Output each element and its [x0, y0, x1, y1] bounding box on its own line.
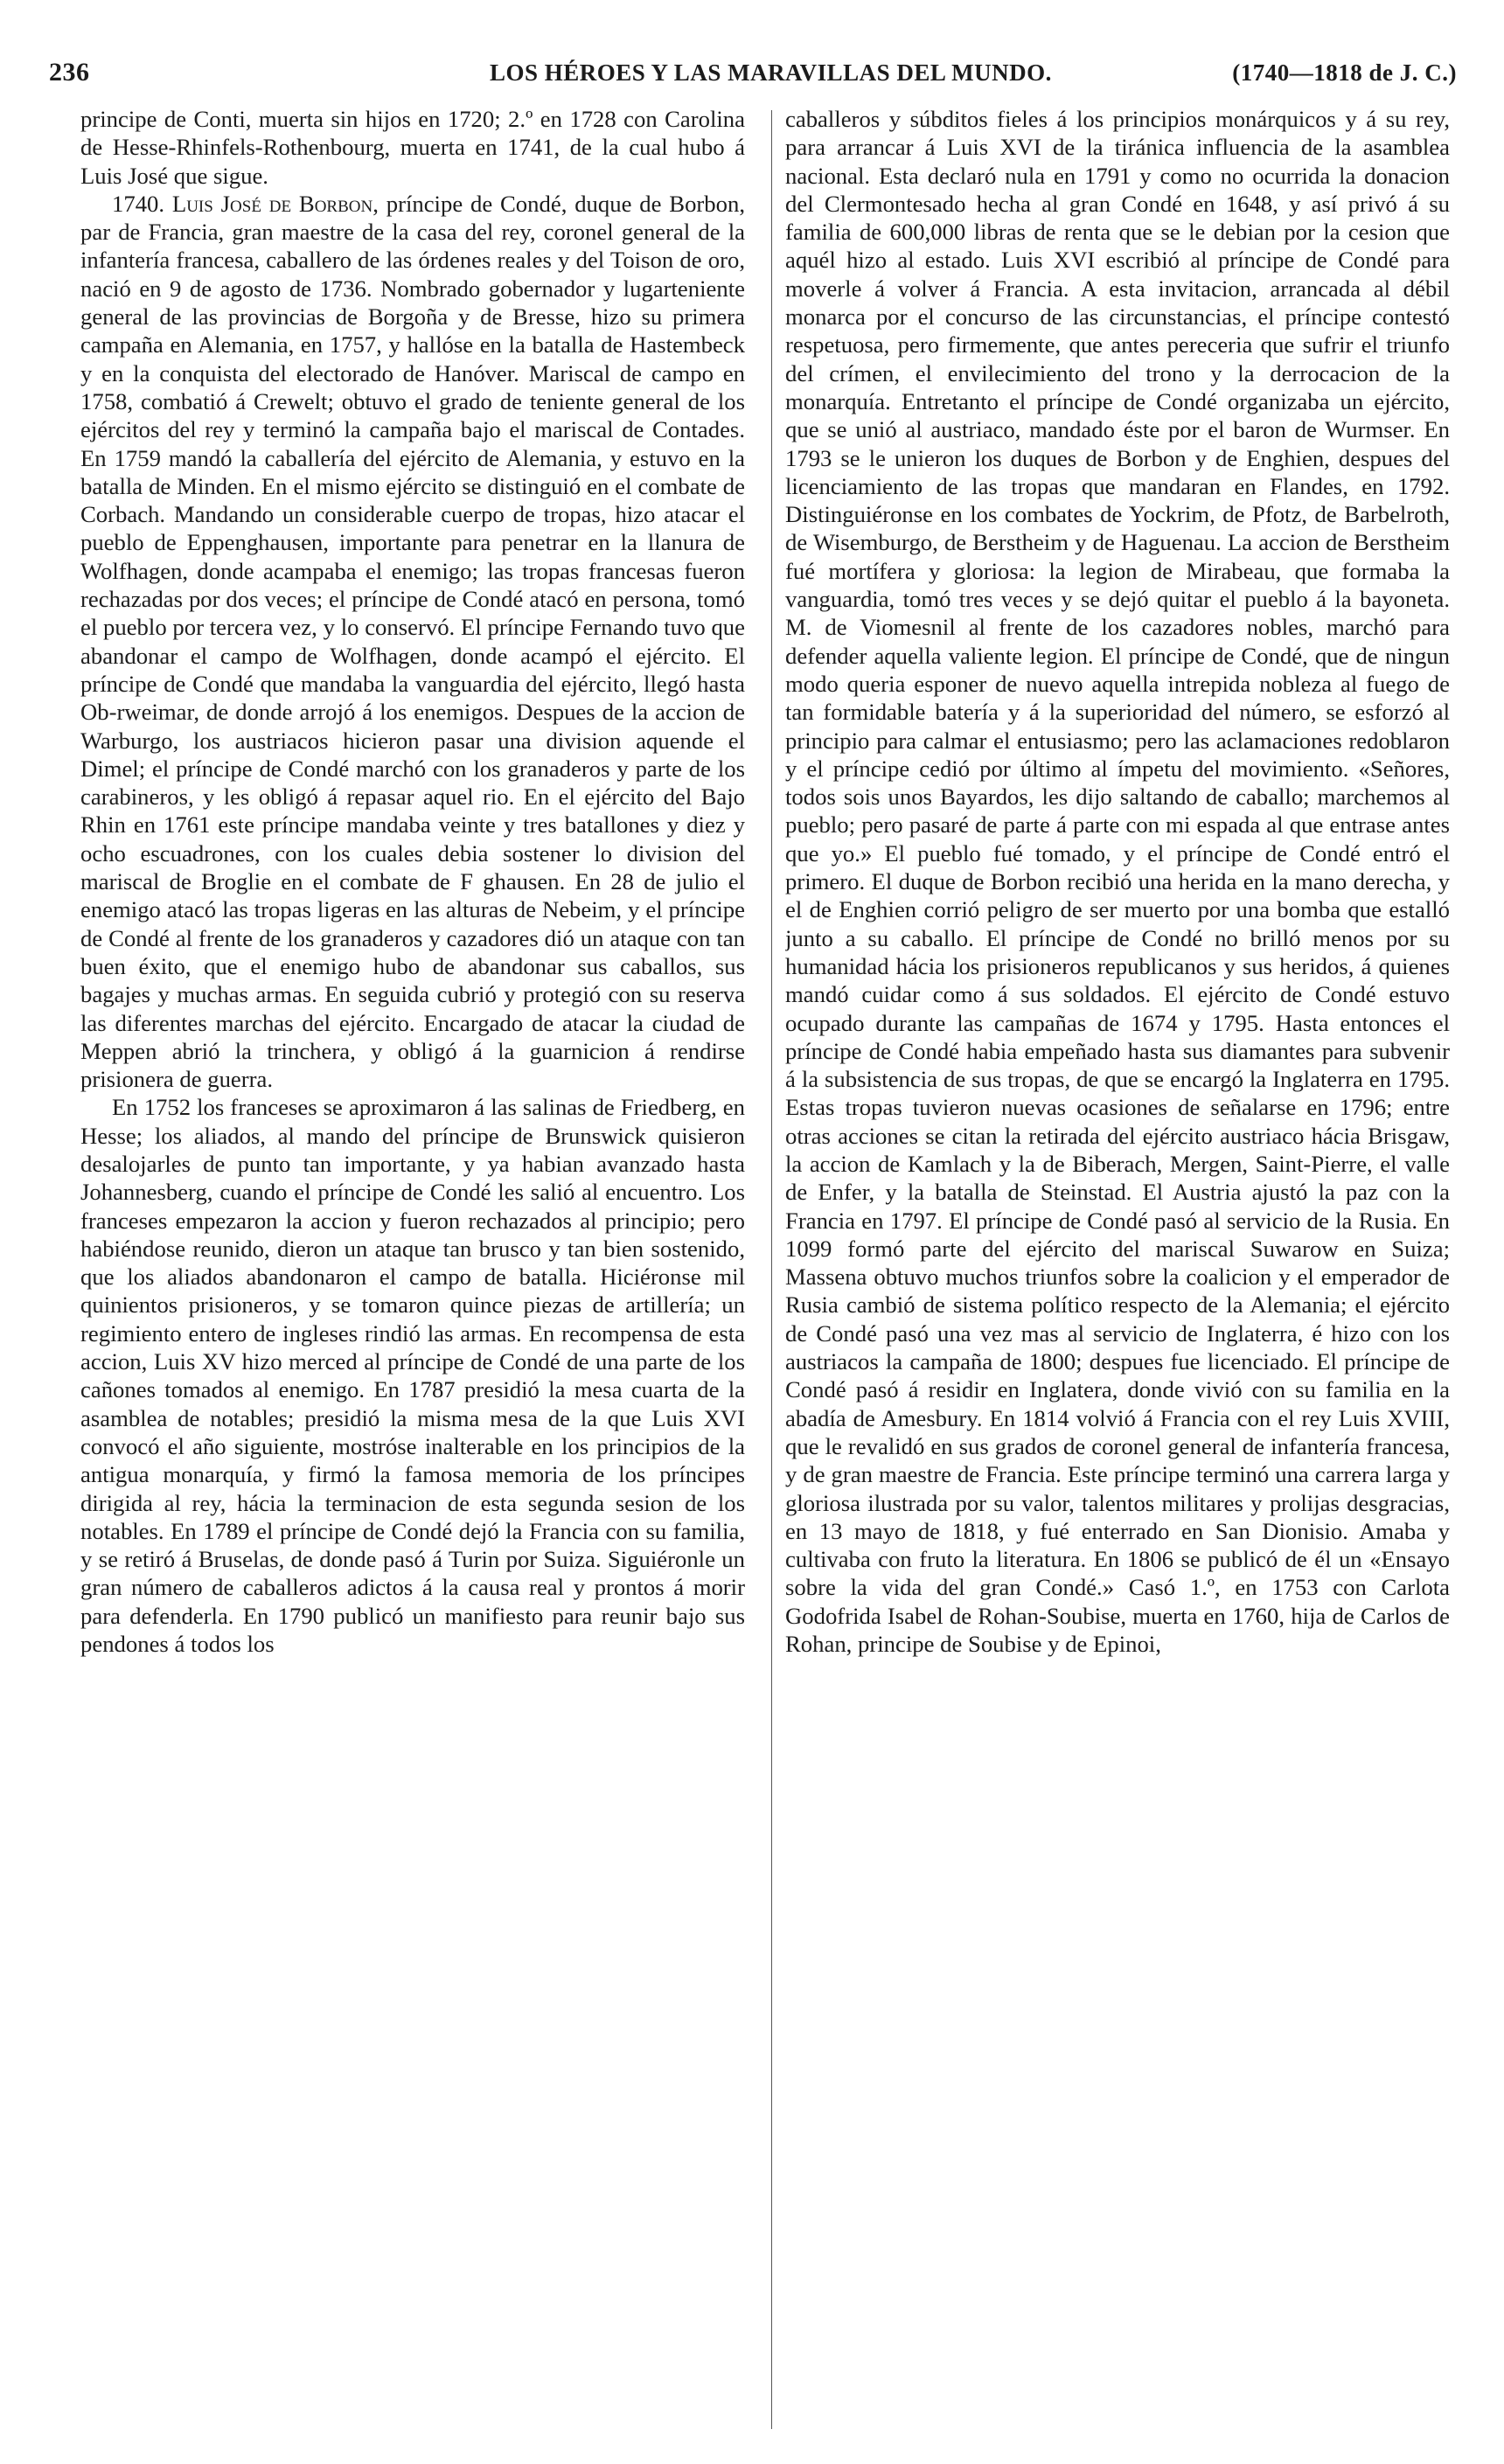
entry-name: Luis José de Borbon: [171, 190, 373, 217]
running-header: [49, 54, 1459, 93]
entry-text: , príncipe de Condé, duque de Borbon, par de Francia, gran maestre de la casa del rey, coronel general de la infantería francesa, caballero de las órdenes reales y del Toison de oro, nació en 9 de agosto de 1736. Nombrado gobernador y lugarteniente general de las provincias de Borgoña y de Bresse, hizo su primera campaña en Alemania, en 1757, y hallóse en la batalla de Hastembeck y en la conquista del electorado de Hanóver. Mariscal de campo en 1758, combatió á Crewelt; obtuvo el grado de teniente general de los ejércitos del rey y terminó la campaña bajo el mariscal de Contades. En 1759 mandó la caballería del ejército de Alemania, y estuvo en la batalla de Minden. En el mismo ejército se distinguió en el combate de Corbach. Mandando un considerable cuerpo de tropas, hizo atacar el pueblo de Eppenghausen, importante para penetrar en la llanura de Wolfhagen, donde acampaba el enemigo; las tropas francesas fueron rechazadas por dos veces; el príncipe de Condé atacó en persona, tomó el pueblo por tercera vez, y lo conservó. El príncipe Fernando tuvo que abandonar el campo de Wolfhagen, donde acampó el ejército. El príncipe de Condé que mandaba la vanguardia del ejército, llegó hasta Ob-rweimar, de donde arrojó á los enemigos. Despues de la accion de Warburgo, los austriacos hicieron pasar una division aquende el Dimel; el príncipe de Condé marchó con los granaderos y parte de los carabineros, y les obligó á repasar aquel rio. En el ejército del Bajo Rhin en 1761 este príncipe mandaba veinte y tres batallones y diez y ocho escuadrones, con los cuales debia sostener lo division del mariscal de Broglie en el combate de F ghausen. En 28 de julio el enemigo atacó las tropas ligeras en las alturas de Nebeim, y el príncipe de Condé al frente de los granaderos y cazadores dió un ataque con tan buen éxito, que el enemigo hubo de abandonar sus caballos, sus bagajes y muchas armas. En seguida cubrió y protegió con su reserva las diferentes marchas del ejército. Encargado de atacar la ciudad de Meppen abrió la trinchera, y obligó á la guarnicion á rendirse prisionera de guerra.: [80, 190, 745, 1093]
entry-year: 1740.: [112, 190, 165, 217]
column-divider: [771, 110, 772, 2429]
paragraph: En 1752 los franceses se aproximaron á las salinas de Friedberg, en Hesse; los aliados, al mando del príncipe de Brunswick quisieron desalojarles de punto tan importante, y ya habian avanzado hasta Johannesberg, cuando el príncipe de Condé les salió al encuentro. Los franceses empezaron la accion y fueron rechazados al principio; pero habiéndose reunido, dieron un ataque tan brusco y tan bien sostenido, que los aliados abandonaron el campo de batalla. Hiciéronse mil quinientos prisioneros, y se tomaron quince piezas de artillería; un regimiento entero de ingleses rindió las armas. En recompensa de esta accion, Luis XV hizo merced al príncipe de Condé de una parte de los cañones tomados al enemigo. En 1787 presidió la mesa cuarta de la asamblea de notables; presidió la misma mesa de la que Luis XVI convocó el año siguiente, mostróse inalterable en los principios de la antigua monarquía, y firmó la famosa memoria de los príncipes dirigida al rey, hácia la terminacion de esta segunda sesion de los notables. En 1789 el príncipe de Condé dejó la Francia con su familia, y se retiró á Bruselas, de donde pasó á Turin por Suiza. Siguiéronle un gran número de caballeros adictos á la causa real y prontos á morir para defenderla. En 1790 publicó un manifiesto para reunir bajo sus pendones á todos los: [80, 1094, 745, 1658]
date-range: (1740—1818 de J. C.): [1232, 59, 1457, 86]
paragraph-luis-jose: [80, 190, 745, 1094]
page-number: 236: [49, 58, 90, 87]
paragraph: principe de Conti, muerta sin hijos en 1720; 2.º en 1728 con Carolina de Hesse-Rhinfels-Rothenbourg, muerta en 1741, de la cual hubo á Luis José que sigue.: [80, 106, 745, 189]
left-column: [80, 105, 745, 2431]
right-column: [785, 105, 1450, 2431]
paragraph: caballeros y súbditos fieles á los principios monárquicos y á su rey, para arrancar á Luis XVI de la tiránica influencia de la asamblea nacional. Esta declaró nula en 1791 y como no ocurrida la donacion del Clermontesado hecha al gran Condé en 1648, y así privó á su familia de 600,000 libras de renta que se le debian por la cesion que aquél hizo al estado. Luis XVI escribió al príncipe de Condé para moverle á volver á Francia. A esta invitacion, arrancada al débil monarca por el concurso de las circunstancias, el príncipe contestó respetuosa, pero firmemente, que antes pereceria que sufrir el triunfo del crímen, el envilecimiento del trono y la derrocacion de la monarquía. Entretanto el príncipe de Condé organizaba un ejército, que se unió al austriaco, mandado éste por el baron de Wurmser. En 1793 se le unieron los duques de Borbon y de Enghien, despues del licenciamiento de las tropas que mandaran en Flandes, en 1792. Distinguiéronse en los combates de Yockrim, de Pfotz, de Barbelroth, de Wisemburgo, de Berstheim y de Haguenau. La accion de Berstheim fué mortífera y gloriosa: la legion de Mirabeau, que formaba la vanguardia, tomó tres veces y se dejó quitar el pueblo á la bayoneta. M. de Viomesnil al frente de los cazadores nobles, marchó para defender aquella valiente legion. El príncipe de Condé, que de ningun modo queria esponer de nuevo aquella intrepida nobleza al fuego de tan formidable batería y á la superioridad del número, se esforzó al principio para calmar el entusiasmo; pero las aclamaciones redoblaron y el príncipe cedió por último al ímpetu del movimiento. «Señores, todos sois unos Bayardos, les dijo saltando de caballo; marchemos al pueblo; pero pasaré de parte á parte con mi espada al que entrase antes que yo.» El pueblo fué tomado, y el príncipe de Condé entró el primero. El duque de Borbon recibió una herida en la mano derecha, y el de Enghien corrió peligro de ser muerto por una bomba que estalló junto a su caballo. El príncipe de Condé no brilló menos por su humanidad hácia los prisioneros republicanos y sus heridos, á quienes mandó cuidar como á sus soldados. El ejército de Condé estuvo ocupado durante las campañas de 1674 y 1795. Hasta entonces el príncipe de Condé habia empeñado hasta sus diamantes para subvenir á la subsistencia de sus tropas, de que se encargó la Inglaterra en 1795. Estas tropas tuvieron nuevas ocasiones de señalarse en 1796; entre otras acciones se citan la retirada del ejército austriaco hácia Brisgaw, la accion de Kamlach y la de Biberach, Mergen, Saint-Pierre, el valle de Enfer, y la batalla de Steinstad. El Austria ajustó la paz con la Francia en 1797. El príncipe de Condé pasó al servicio de la Rusia. En 1099 formó parte del ejército del mariscal Suwarow en Suiza; Massena obtuvo muchos triunfos sobre la coalicion y el emperador de Rusia cambió de sistema político respecto de la Alemania; el ejército de Condé pasó una vez mas al servicio de Inglaterra, é hizo con los austriacos la campaña de 1800; despues fue licenciado. El príncipe de Condé pasó á residir en Inglatera, donde vivió con su familia en la abadía de Amesbury. En 1814 volvió á Francia con el rey Luis XVIII, que le revalidó en sus grados de coronel general de infantería francesa, y de gran maestre de Francia. Este príncipe terminó una carrera larga y gloriosa ilustrada por su valor, talentos militares y prolijas desgracias, en 13 mayo de 1818, y fué enterrado en San Dionisio. Amaba y cultivaba con fruto la literatura. En 1806 se publicó de él un «Ensayo sobre la vida del gran Condé.» Casó 1.º, en 1753 con Carlota Godofrida Isabel de Rohan-Soubise, muerta en 1760, hija de Carlos de Rohan, principe de Soubise y de Epinoi,: [785, 106, 1450, 1658]
running-title: LOS HÉROES Y LAS MARAVILLAS DEL MUNDO.: [490, 59, 1052, 86]
